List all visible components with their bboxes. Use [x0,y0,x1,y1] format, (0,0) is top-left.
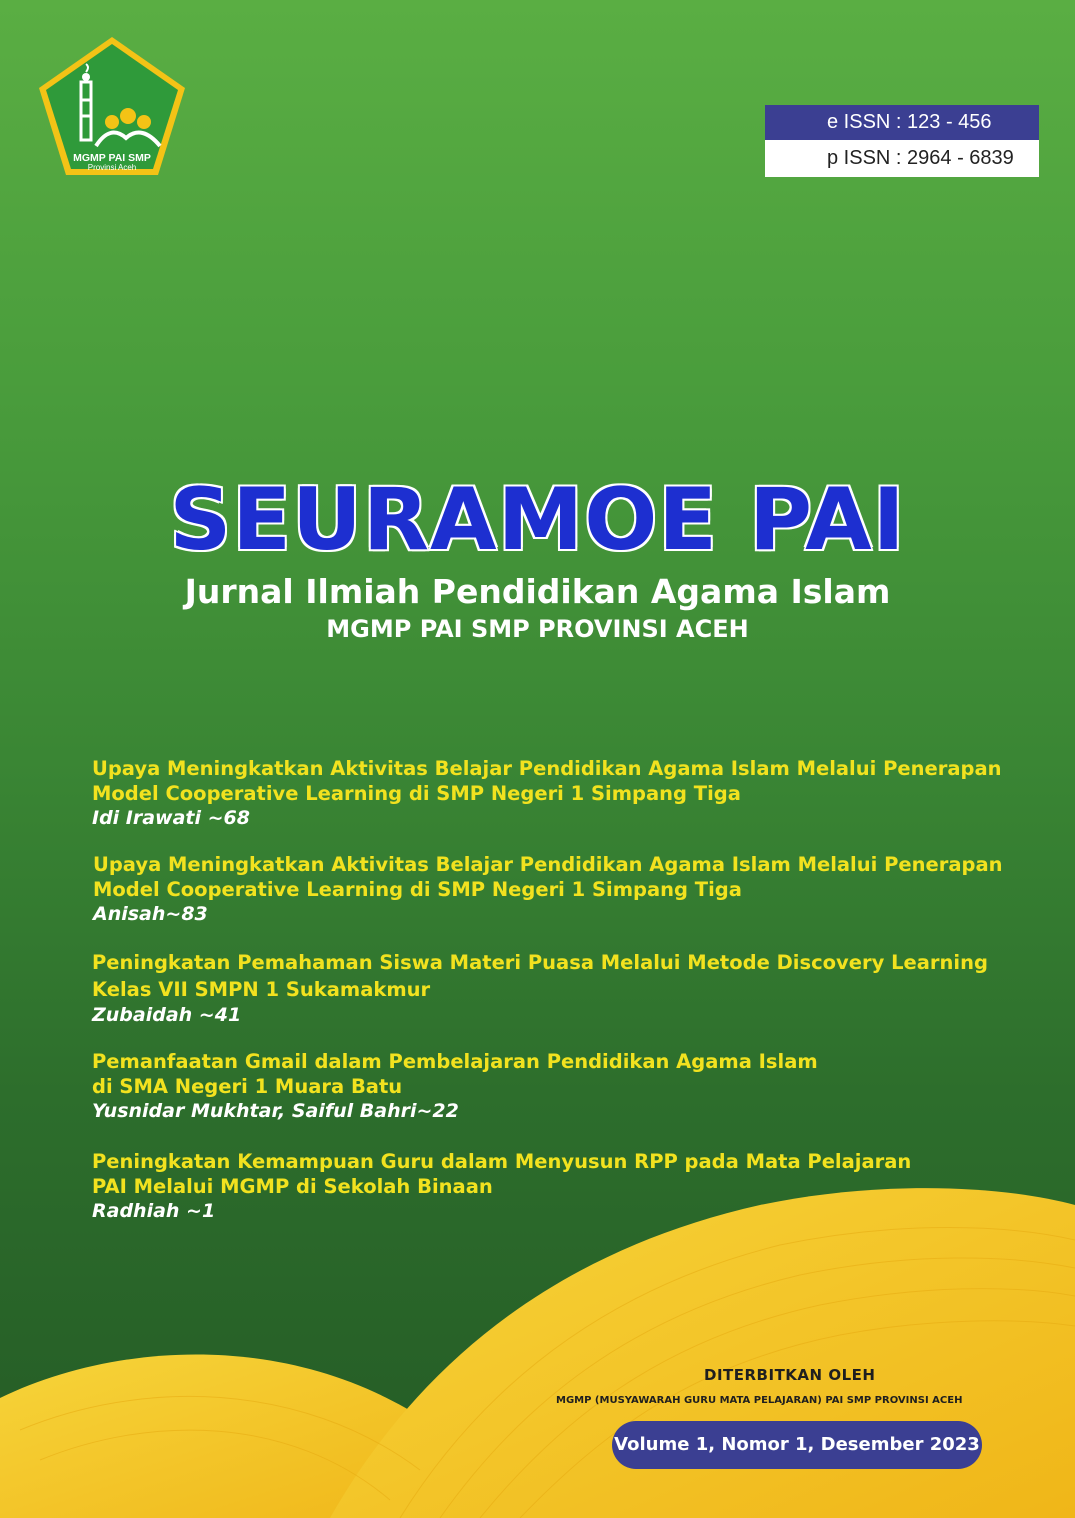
volume-badge: Volume 1, Nomor 1, Desember 2023 [612,1421,982,1469]
journal-title: SEURAMOE PAI [169,470,906,570]
article-title: Peningkatan Kemampuan Guru dalam Menyusun RPP pada Mata Pelajaran PAI Melalui MGMP di Sekolah Binaan [92,1150,912,1198]
article-author: Zubaidah ~41 [92,1004,242,1026]
publisher-label: DITERBITKAN OLEH [704,1366,876,1384]
article-title: Upaya Meningkatkan Aktivitas Belajar Pendidikan Agama Islam Melalui Penerapan Model Cooperative Learning di SMP Negeri 1 Simpang Tiga [92,757,1002,805]
logo-text-line2: Provinsi Aceh [87,163,137,172]
article-author: Yusnidar Mukhtar, Saiful Bahri~22 [92,1100,459,1122]
article-entry [92,1049,1022,1124]
article-author: Radhiah ~1 [92,1200,216,1222]
e-issn: e ISSN : 123 - 456 [765,105,1039,140]
article-author: Idi Irawati ~68 [92,807,251,829]
article-title: Upaya Meningkatkan Aktivitas Belajar Pendidikan Agama Islam Melalui Penerapan Model Cooperative Learning di SMP Negeri 1 Simpang Tiga [93,853,1003,901]
publisher-name: MGMP (MUSYAWARAH GURU MATA PELAJARAN) PAI SMP PROVINSI ACEH [556,1395,963,1406]
issn-box [765,105,1039,177]
mgmp-logo [36,34,188,180]
logo-text-line1: MGMP PAI SMP [73,152,151,164]
journal-subtitle: Jurnal Ilmiah Pendidikan Agama Islam [184,572,891,611]
article-author: Anisah~83 [93,903,208,925]
p-issn: p ISSN : 2964 - 6839 [765,140,1039,177]
article-title: Peningkatan Pemahaman Siswa Materi Puasa Melalui Metode Discovery Learning Kelas VII SMPN 1 Sukamakmur [92,951,988,1001]
article-entry [92,949,1022,1028]
article-title: Pemanfaatan Gmail dalam Pembelajaran Pendidikan Agama Islam di SMA Negeri 1 Muara Batu [92,1050,818,1098]
article-entry [93,852,1023,927]
journal-organization: MGMP PAI SMP PROVINSI ACEH [326,615,749,643]
article-entry [92,756,1022,831]
